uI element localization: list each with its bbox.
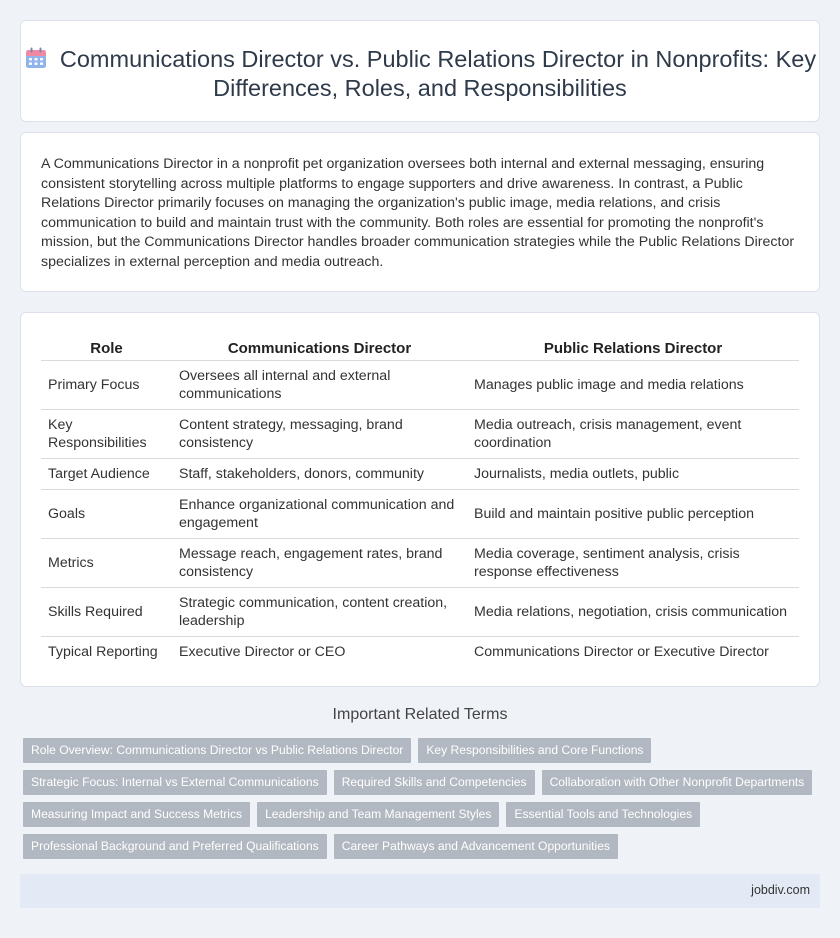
related-term-tag[interactable]: Role Overview: Communications Director vs Public Relations Director [23, 738, 411, 763]
header-public-relations-director: Public Relations Director [467, 333, 799, 360]
tag-row [23, 834, 813, 859]
public-relations-cell: Manages public image and media relations [467, 360, 799, 409]
table-row [41, 587, 799, 636]
intro-paragraph: A Communications Director in a nonprofit pet organization oversees both internal and external messaging, ensuring consistent storytelling across multiple platforms to engage supporters and drive awareness. In contrast, a Public Relations Director primarily focuses on managing the organization's public image, media relations, and crisis communication to build and maintain trust with the community. Both roles are essential for promoting the nonprofit's mission, but the Communications Director handles broader communication strategies while the Public Relations Director specializes in external perception and media outreach. [41, 156, 795, 270]
related-term-tag[interactable]: Measuring Impact and Success Metrics [23, 802, 250, 827]
communications-cell: Content strategy, messaging, brand consistency [172, 409, 467, 458]
row-label: Typical Reporting [48, 643, 158, 660]
calendar-icon [24, 46, 48, 70]
row-label: Target Audience [41, 458, 172, 489]
communications-cell: Enhance organizational communication and engagement [172, 489, 467, 538]
row-label: Skills Required [41, 587, 172, 636]
table-row [41, 636, 799, 667]
public-relations-cell: Media coverage, sentiment analysis, crisis response effectiveness [467, 538, 799, 587]
communications-cell: Message reach, engagement rates, brand consistency [172, 538, 467, 587]
communications-cell: Staff, stakeholders, donors, community [172, 458, 467, 489]
table-header-row [41, 333, 799, 360]
table-row [41, 538, 799, 587]
related-term-tag[interactable]: Essential Tools and Technologies [506, 802, 700, 827]
page-title: Communications Director vs. Public Relations Director in Nonprofits: Key Differences, Roles, and Responsibilities [59, 46, 817, 101]
related-term-tag[interactable]: Career Pathways and Advancement Opportunities [334, 834, 618, 859]
communications-cell: Oversees all internal and external communications [172, 360, 467, 409]
public-relations-cell: Media outreach, crisis management, event coordination [467, 409, 799, 458]
table-row [41, 360, 799, 409]
row-label: Metrics [41, 538, 172, 587]
header-communications-director: Communications Director [172, 333, 467, 360]
comparison-table [41, 333, 799, 667]
table-row [41, 489, 799, 538]
related-term-tag[interactable]: Key Responsibilities and Core Functions [418, 738, 651, 763]
related-term-tag[interactable]: Required Skills and Competencies [334, 770, 535, 795]
public-relations-cell: Communications Director or Executive Director [474, 643, 769, 660]
table-row [41, 458, 799, 489]
footer [20, 874, 820, 908]
intro-card [20, 132, 820, 292]
related-term-tag[interactable]: Collaboration with Other Nonprofit Departments [542, 770, 813, 795]
related-term-tag[interactable]: Strategic Focus: Internal vs External Communications [23, 770, 327, 795]
row-label: Key Responsibilities [41, 409, 172, 458]
communications-cell: Executive Director or CEO [179, 643, 346, 660]
related-term-tag[interactable]: Leadership and Team Management Styles [257, 802, 499, 827]
public-relations-cell: Build and maintain positive public perception [467, 489, 799, 538]
related-terms-list [23, 738, 813, 866]
tag-row [23, 802, 813, 827]
comparison-card [20, 312, 820, 687]
header-role: Role [41, 333, 172, 360]
tag-row [23, 770, 813, 795]
public-relations-cell: Journalists, media outlets, public [467, 458, 799, 489]
page-title-wrap [21, 45, 819, 103]
tag-row [23, 738, 813, 763]
title-card [20, 20, 820, 122]
related-terms-heading: Important Related Terms [332, 706, 508, 723]
row-label: Goals [41, 489, 172, 538]
related-term-tag[interactable]: Professional Background and Preferred Qualifications [23, 834, 327, 859]
footer-site-link[interactable]: jobdiv.com [751, 883, 810, 897]
row-label: Primary Focus [41, 360, 172, 409]
communications-cell: Strategic communication, content creation, leadership [172, 587, 467, 636]
public-relations-cell: Media relations, negotiation, crisis communication [467, 587, 799, 636]
table-row [41, 409, 799, 458]
